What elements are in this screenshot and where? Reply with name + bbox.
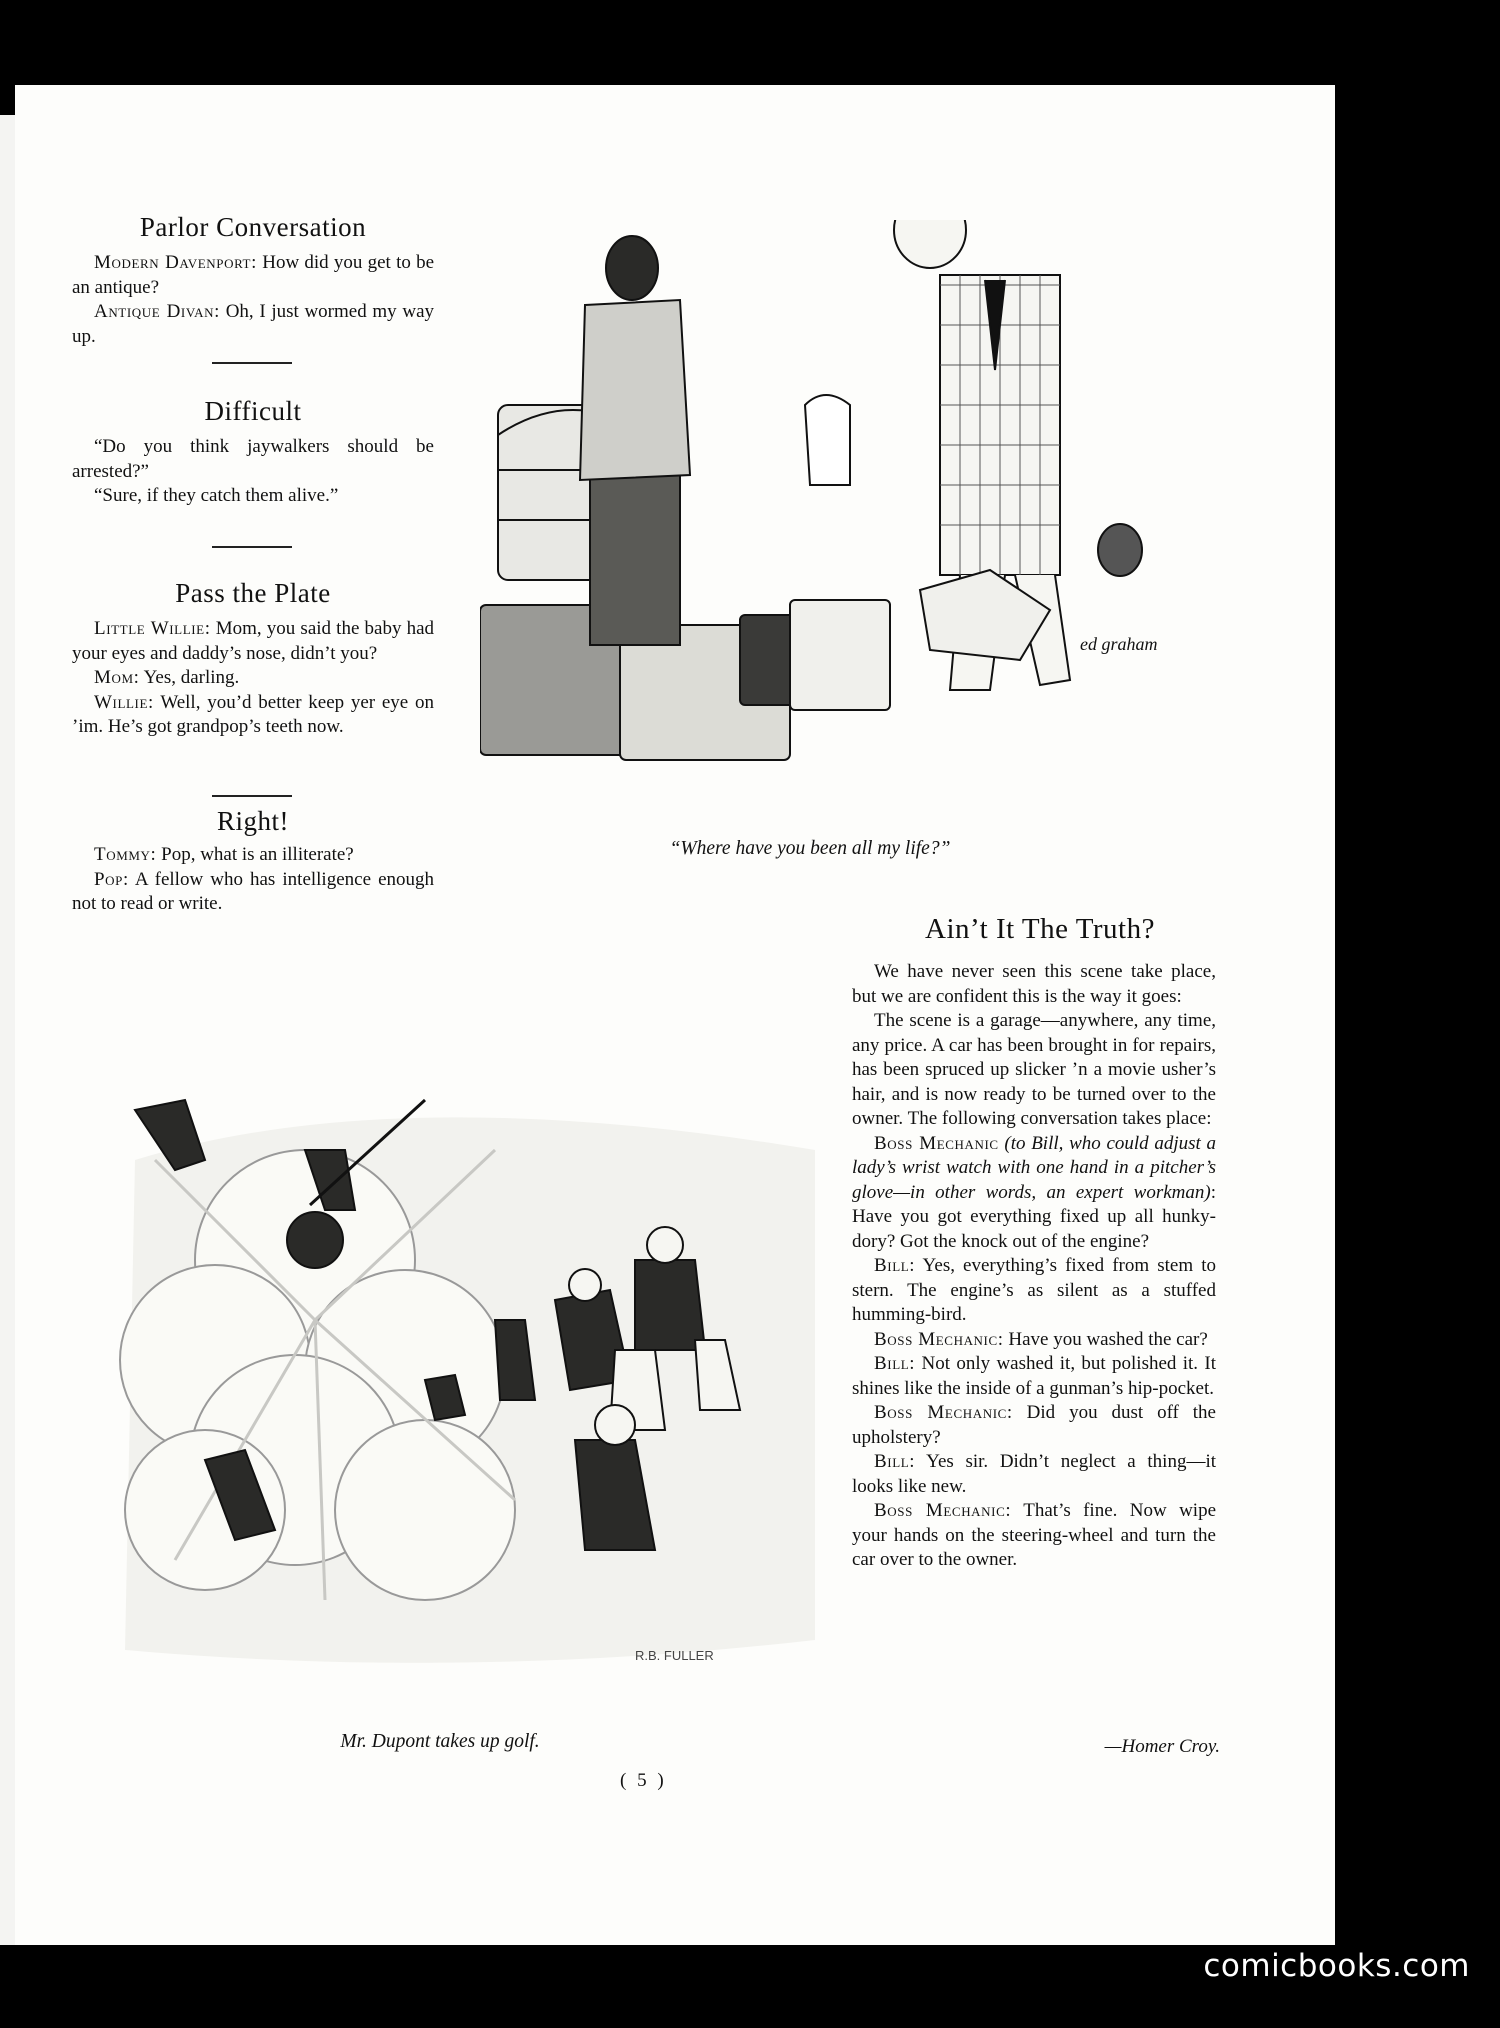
joke-column [72,396,434,509]
joke-line: Willie: Well, you’d better keep yer eye on ’im. He’s got grandpop’s teeth now. [72,691,434,737]
story-title: Ain’t It The Truth? [925,913,1155,945]
joke-column [72,806,434,917]
joke-line: “Do you think jaywalkers should be arrested?” [72,436,434,482]
golf-cartoon-drawing [95,1040,835,1690]
joke-line: Modern Davenport: How did you get to be an antique? [72,252,435,298]
divider [212,795,292,797]
page-number: ( 5 ) [620,1770,667,1791]
joke-line: Tommy: Pop, what is an illiterate? [94,844,354,865]
story-column [852,960,1216,1573]
story-paragraph: Boss Mechanic: Did you dust off the upholstery? [852,1402,1216,1448]
story-paragraph: Boss Mechanic (to Bill, who could adjust a lady’s wrist watch with one hand in a pitcher’s glove—in other words, an expert workman): Have you got everything fixed up all hunky-dory? Got the knock out of the engine? [852,1132,1216,1252]
man-head [894,220,966,268]
joke-title: Right! [216,806,289,836]
golf-cartoon [95,1040,835,1690]
cartoon-signature: R.B. FULLER [635,1648,714,1663]
golfer-head [287,1212,343,1268]
luggage-cartoon-drawing [480,220,1240,810]
woman-skirt [590,475,680,645]
joke-line: Little Willie: Mom, you said the baby had your eyes and daddy’s nose, didn’t you? [72,618,435,664]
joke-column [72,578,434,740]
story-paragraph: Boss Mechanic: That’s fine. Now wipe your hands on the steering-wheel and turn the car over to the owner. [852,1500,1216,1570]
watermark: comicbooks.com [1203,1948,1470,1984]
story-paragraph: Bill: Yes sir. Didn’t neglect a thing—it looks like new. [852,1451,1216,1497]
joke-line: Mom: Yes, darling. [94,667,240,688]
cartoon-signature: ed graham [1080,634,1158,654]
joke-line: Antique Divan: Oh, I just wormed my way up. [72,301,435,347]
story-paragraph: Bill: Not only washed it, but polished it. It shines like the inside of a gunman’s hip-pocket. [852,1353,1216,1399]
joke-column [72,212,434,349]
luggage-cartoon [480,220,1240,810]
divider [212,362,292,364]
joke-line: “Sure, if they catch them alive.” [94,485,339,506]
previous-page-edge [0,115,16,1945]
suitcase [790,600,890,710]
bowler-hat [1098,524,1142,576]
joke-title: Difficult [204,396,302,426]
story-paragraph: Bill: Yes, everything’s fixed from stem to stern. The engine’s as silent as a stuffed humming-bird. [852,1255,1216,1325]
story-paragraph: We have never seen this scene take place, but we are confident this is the way it goes: [852,961,1216,1007]
joke-title: Parlor Conversation [139,212,367,242]
story-paragraph: Boss Mechanic: Have you washed the car? [874,1328,1208,1350]
woman-hat [606,236,658,300]
story-paragraph: The scene is a garage—anywhere, any time, any price. A car has been brought in for repairs, has been spruced up slicker ’n a movie usher’s hair, and is now ready to be turned over to the owner. The following conversation takes place: [852,1010,1216,1129]
story-author: —Homer Croy. [1104,1736,1220,1757]
divider [212,546,292,548]
cartoon-caption: Mr. Dupont takes up golf. [340,1731,540,1752]
joke-line: Pop: A fellow who has intelligence enough not to read or write. [72,868,434,914]
cartoon-caption: “Where have you been all my life?” [669,838,951,859]
caddie [635,1260,705,1350]
joke-title: Pass the Plate [175,578,331,608]
